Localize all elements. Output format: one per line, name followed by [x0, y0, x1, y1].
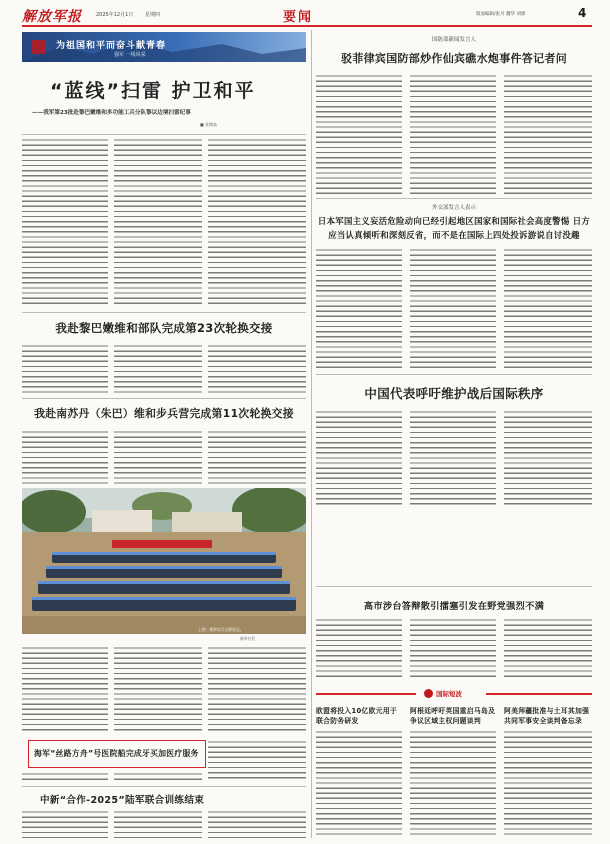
- left2-top-rule: [22, 312, 306, 313]
- left2-body-col3: [208, 344, 306, 394]
- issue-weekday: 星期四: [145, 12, 161, 18]
- top-right-title: 驳菲律宾国防部炒作仙宾礁水炮事件答记者问: [341, 52, 567, 65]
- left-bottom2-title: 中新“合作-2025”陆军联合训练结束: [40, 795, 205, 806]
- main-article-headline-block: [22, 70, 306, 132]
- right3-body-col2: [410, 410, 496, 508]
- right3-title: 中国代表呼吁维护战后国际秩序: [364, 386, 544, 401]
- left3-body-col2: [114, 430, 202, 484]
- hospital-ship-body-col5: [114, 772, 202, 782]
- masthead: [0, 0, 610, 26]
- hospital-ship-body-col3: [208, 646, 306, 734]
- main-article-title: “蓝线”扫雷 护卫和平: [50, 80, 256, 102]
- peacekeepers-photo: [22, 488, 306, 634]
- main-article-subtitle: ——我军第23批赴黎巴嫩维和多功能工兵分队黎以边境扫雷纪事: [32, 110, 191, 116]
- world-news-label: 国际短波: [436, 690, 462, 698]
- main-article-rule: [22, 134, 306, 135]
- left3-body-col1: [22, 430, 108, 484]
- left-bottom2-body-col1: [22, 810, 108, 838]
- banner-subtitle: 强军 一线风采: [114, 52, 146, 58]
- hospital-ship-body-col1: [22, 646, 108, 734]
- top-right-rule: [316, 198, 592, 199]
- world-news-item-2-title: 阿根廷呼吁英国重启马岛及争议区域主权问题谈判: [410, 707, 496, 725]
- photo-credit: 新华社发: [240, 636, 256, 641]
- mid-right-body-col2: [410, 248, 496, 370]
- right4-title: 高市涉台答辩散引擂塞引发在野党强烈不满: [363, 601, 545, 612]
- top-right-body-col1: [316, 74, 402, 194]
- world-news-item-2-body: [410, 730, 496, 838]
- photo-caption: 上图：维和官兵合影留念。: [198, 627, 244, 632]
- left3-top-rule: [22, 398, 306, 399]
- column-divider: [311, 30, 312, 838]
- page-editors: 版面编辑/张丹 魏华 刘源: [476, 12, 526, 17]
- left2-body-col2: [114, 344, 202, 394]
- right3-body-col3: [504, 410, 592, 508]
- left2-body-col1: [22, 344, 108, 394]
- masthead-rule: [22, 25, 592, 27]
- world-news-item-3-title: 阿美拜疆批准与土耳其加强共同军事安全谈判备忘录: [504, 707, 590, 725]
- newspaper-logo: 解放军报: [22, 9, 82, 25]
- hospital-ship-body-col4: [208, 740, 306, 782]
- mid-right-body-col3: [504, 248, 592, 370]
- mid-right-body-col1: [316, 248, 402, 370]
- left3-title: 我赴南苏丹（朱巴）维和步兵营完成第11次轮换交接: [34, 407, 294, 420]
- top-right-body-col3: [504, 74, 592, 194]
- left-bottom2-rule: [22, 786, 306, 787]
- main-article-body-col1: [22, 138, 108, 306]
- right4-body-col2: [410, 618, 496, 678]
- section-name: 要闻: [283, 10, 314, 25]
- main-article-byline: ■ 张博高: [200, 122, 218, 127]
- right4-body-col3: [504, 618, 592, 678]
- top-right-body-col2: [410, 74, 496, 194]
- main-article-body-col3: [208, 138, 306, 306]
- world-news-globe-icon: [424, 689, 433, 698]
- page-number: 4: [578, 6, 587, 20]
- right4-top-rule: [316, 586, 592, 587]
- right3-body-col1: [316, 410, 402, 508]
- left-bottom2-body-col2: [114, 810, 202, 838]
- world-news-item-1-body: [316, 730, 402, 838]
- main-article-body-col2: [114, 138, 202, 306]
- hospital-ship-body-col6: [22, 772, 108, 782]
- right3-top-rule: [316, 374, 592, 375]
- mid-right-kicker: 外交部发言人表示: [431, 205, 476, 211]
- world-news-rule-right: [486, 693, 592, 695]
- mid-right-title: 日本军国主义妄活危险动向已经引起地区国家和国际社会高度警惕 日方应当认真倾听和深刻反省，而不是在国际上四处投诉游说自讨没趣: [317, 216, 591, 240]
- left2-title: 我赴黎巴嫩维和部队完成第23次轮换交接: [55, 321, 273, 335]
- left3-body-col3: [208, 430, 306, 484]
- hospital-ship-title: 海军“丝路方舟”号医院船完成牙买加医疗服务: [34, 749, 199, 758]
- banner-title: 为祖国和平而奋斗献青春: [56, 41, 167, 51]
- left-bottom2-body-col3: [208, 810, 306, 838]
- hospital-ship-body-col2: [114, 646, 202, 734]
- issue-date: 2025年12月1日: [96, 12, 134, 18]
- world-news-item-1-title: 欧盟将投入10亿欧元用于联合防务研发: [316, 707, 398, 725]
- right4-body-col1: [316, 618, 402, 678]
- banner: [22, 32, 306, 62]
- world-news-rule-left: [316, 693, 416, 695]
- world-news-item-3-body: [504, 730, 592, 838]
- world-news-header: [316, 688, 592, 700]
- top-right-kicker: 国防部新闻发言人: [431, 37, 476, 43]
- photo-scene: [22, 488, 306, 634]
